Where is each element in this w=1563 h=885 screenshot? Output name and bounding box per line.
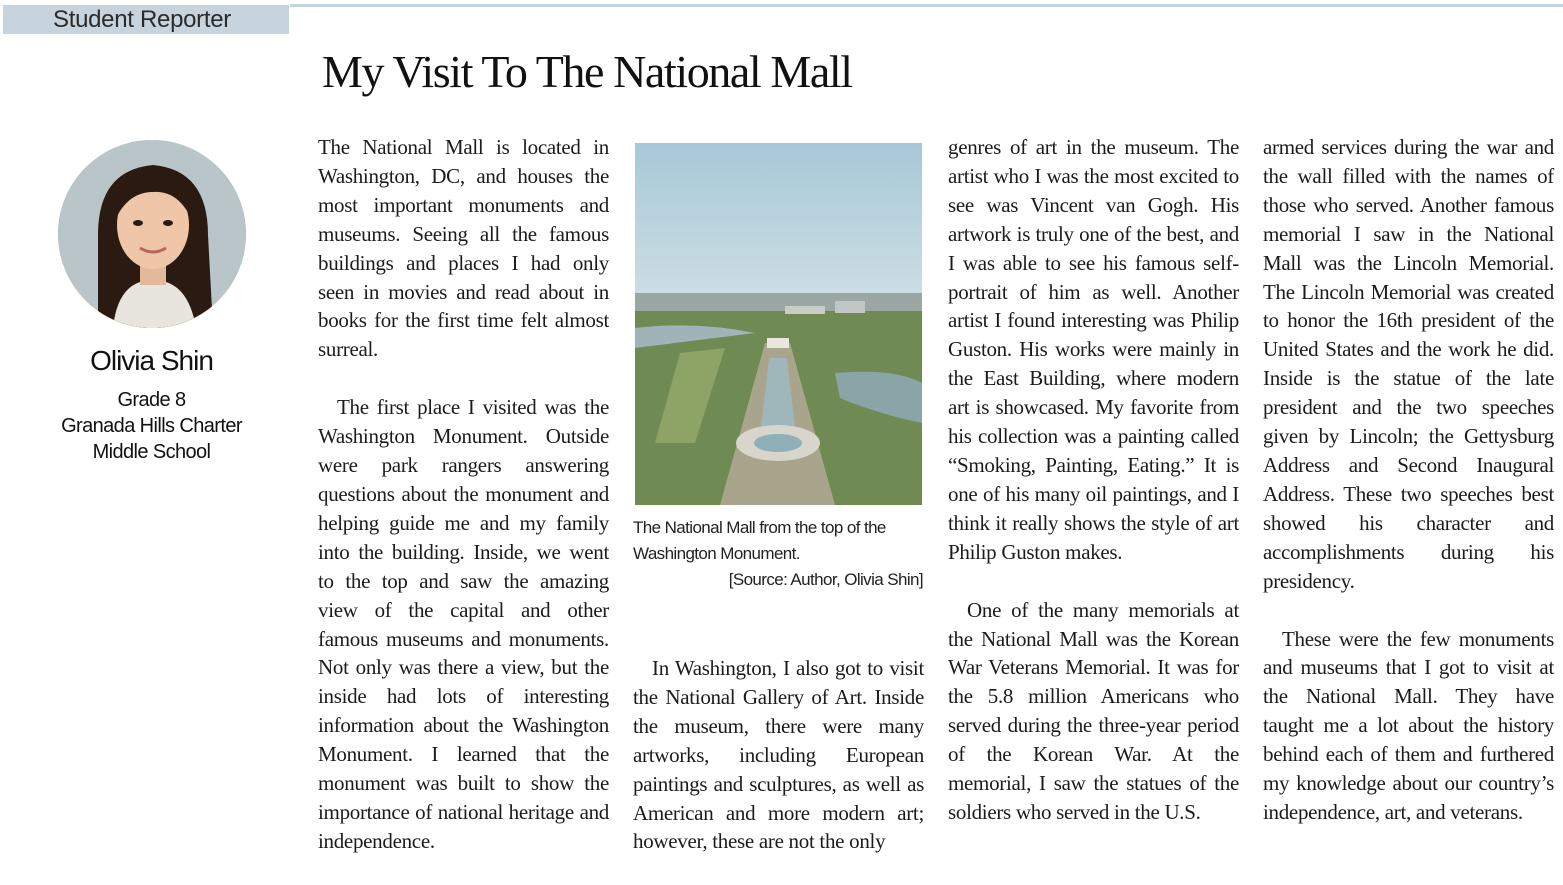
author-details	[0, 387, 303, 465]
article-paragraph-continued: armed services during the war and the wall filled with the names of those who served. Another famous memorial I saw in the National Mall was the Lincoln Memorial. The Lincoln Memorial was created to honor the 16th president of the United States and the work he did. Inside is the statue of the late president and the two speeches given by Lincoln; the Gettysburg Address and Second Inaugural Address. These two speeches best showed his character and accomplishments during his presidency.	[1263, 135, 1554, 593]
author-school-line2: Middle School	[92, 441, 211, 463]
author-name: Olivia Shin	[90, 345, 213, 376]
article-paragraph: The first place I visited was the Washington Monument. Outside were park rangers answering questions about the monument and helping guide me and my family into the building. Inside, we went to the top and saw the amazing view of the capital and other famous museums and monuments. Not only was there a view, but the inside had lots of interesting information about the Washington Monument. I learned that the monument was built to show the importance of national heritage and independence.	[318, 395, 609, 853]
article-column-3	[948, 133, 1239, 856]
author-school-line1: Granada Hills Charter	[61, 415, 242, 437]
article-column-4	[1263, 133, 1554, 856]
article-headline: My Visit To The National Mall	[322, 46, 852, 97]
article-paragraph: The National Mall is located in Washington, DC, and houses the most important monuments and museums. Seeing all the famous buildings and places I had only seen in movies and read about in books for the first time felt almost surreal.	[318, 135, 609, 362]
article-photo	[635, 143, 922, 505]
photo-caption-text: The National Mall from the top of the Washington Monument.	[633, 518, 886, 563]
author-portrait-illustration	[58, 140, 246, 328]
photo-caption	[633, 515, 923, 593]
section-label: Student Reporter	[3, 5, 289, 34]
author-grade: Grade 8	[117, 389, 186, 411]
header-rule	[290, 4, 1563, 7]
article-paragraph: In Washington, I also got to visit the National Gallery of Art. Inside the museum, there were many artworks, including European paintings and sculptures, as well as American and more modern art; however, these are not the only	[633, 656, 924, 854]
author-photo	[58, 140, 246, 328]
article-paragraph: These were the few monuments and museums that I got to visit at the National Mall. They have taught me a lot about the history behind each of them and furthered my knowledge about our country’s independence, art, and veterans.	[1263, 626, 1554, 824]
national-mall-aerial-illustration	[635, 143, 922, 505]
article-column-1	[318, 133, 609, 885]
photo-caption-source: [Source: Author, Olivia Shin]	[728, 570, 923, 589]
article-column-2	[633, 654, 924, 885]
article-paragraph: One of the many memorials at the National Mall was the Korean War Veterans Memorial. It was for the 5.8 million Americans who served during the three-year period of the Korean War. At the memorial, I saw the statues of the soldiers who served in the U.S.	[948, 597, 1239, 824]
article-paragraph-continued: genres of art in the museum. The artist who I was the most excited to see was Vincent van Gogh. His artwork is truly one of the best, and I was able to see his famous self-portrait of him as well. Another artist I found interesting was Philip Guston. His works were mainly in the East Building, where modern art is showcased. My favorite from his collection was a painting called “Smoking, Painting, Eating.” It is one of his many oil paintings, and I think it really shows the style of art Philip Guston makes.	[948, 135, 1239, 564]
